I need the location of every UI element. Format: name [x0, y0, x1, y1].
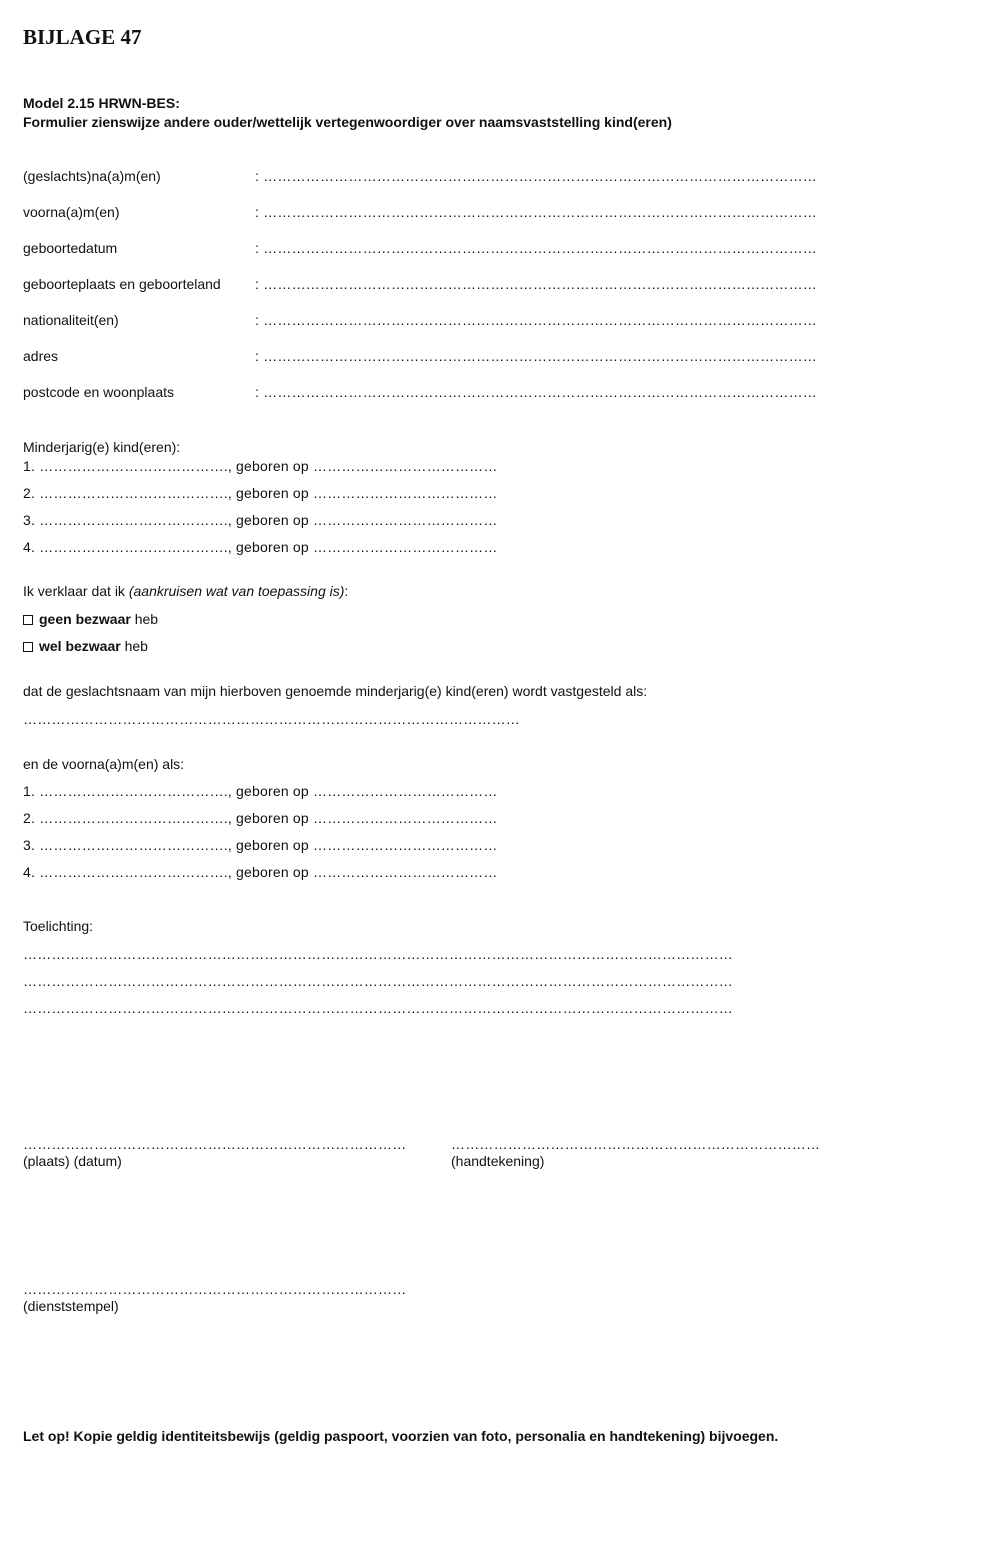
annex-heading: BIJLAGE 47: [23, 25, 142, 49]
option-objection-rest: heb: [120, 638, 148, 654]
option-no-objection-rest: heb: [130, 611, 159, 627]
signature-label: (handtekening): [451, 1153, 545, 1169]
firstname-row-3[interactable]: 3. …………………………………., geboren op …………………………………: [23, 837, 498, 853]
field-label-birthplace: geboorteplaats en geboorteland: [23, 276, 221, 292]
field-label-postcode: postcode en woonplaats: [23, 384, 174, 400]
checkbox-icon[interactable]: [23, 642, 33, 652]
field-label-birthdate: geboortedatum: [23, 240, 118, 256]
explanation-title: Toelichting:: [23, 918, 94, 934]
declaration-suffix: :: [344, 583, 349, 599]
child-row-3[interactable]: 3. …………………………………., geboren op …………………………………: [23, 512, 498, 528]
firstname-row-2[interactable]: 2. …………………………………., geboren op …………………………………: [23, 810, 498, 826]
firstname-row-4[interactable]: 4. …………………………………., geboren op …………………………………: [23, 864, 498, 880]
field-label-nationality: nationaliteit(en): [23, 312, 119, 328]
field-fill-surname[interactable]: : ………………………………………………………………………………………………………: [255, 168, 817, 184]
stamp-line[interactable]: ………………………………………………………………………: [23, 1281, 407, 1297]
field-fill-firstnames[interactable]: : ………………………………………………………………………………………………………: [255, 204, 817, 220]
signature-line[interactable]: ……………………………………………………………………: [451, 1136, 821, 1152]
field-label-firstnames: voorna(a)m(en): [23, 204, 120, 220]
declaration-hint: (aankruisen wat van toepassing is): [128, 583, 345, 599]
option-no-objection-bold: geen bezwaar: [39, 611, 131, 627]
explanation-line-2[interactable]: ……………………………………………………………………………………………………………………………………: [23, 973, 733, 989]
place-date-line[interactable]: ………………………………………………………………………: [23, 1136, 407, 1152]
field-label-address: adres: [23, 348, 59, 364]
firstname-row-1[interactable]: 1. …………………………………., geboren op …………………………………: [23, 783, 498, 799]
form-title: Formulier zienswijze andere ouder/wettelijk vertegenwoordiger over naamsvaststelling kind(eren): [23, 114, 672, 130]
field-fill-nationality[interactable]: : ………………………………………………………………………………………………………: [255, 312, 817, 328]
firstnames-title: en de voorna(a)m(en) als:: [23, 756, 185, 772]
field-label-surname: (geslachts)na(a)m(en): [23, 168, 161, 184]
option-objection[interactable]: [23, 638, 148, 655]
option-objection-bold: wel bezwaar: [39, 638, 121, 654]
option-no-objection[interactable]: [23, 611, 158, 628]
field-fill-birthplace[interactable]: : ………………………………………………………………………………………………………: [255, 276, 817, 292]
surname-statement: dat de geslachtsnaam van mijn hierboven genoemde minderjarig(e) kind(eren) wordt vastgesteld als:: [23, 683, 648, 699]
declaration-text: [23, 583, 348, 600]
stamp-label: (dienststempel): [23, 1298, 119, 1314]
child-row-1[interactable]: 1. …………………………………., geboren op …………………………………: [23, 458, 498, 474]
children-title: Minderjarig(e) kind(eren):: [23, 439, 181, 455]
surname-fill[interactable]: ……………………………………………………………………………………………: [23, 711, 520, 727]
field-fill-postcode[interactable]: : ………………………………………………………………………………………………………: [255, 384, 817, 400]
child-row-2[interactable]: 2. …………………………………., geboren op …………………………………: [23, 485, 498, 501]
child-row-4[interactable]: 4. …………………………………., geboren op …………………………………: [23, 539, 498, 555]
model-number: Model 2.15 HRWN-BES:: [23, 95, 180, 111]
explanation-line-3[interactable]: ……………………………………………………………………………………………………………………………………: [23, 1000, 733, 1016]
notice: Let op! Kopie geldig identiteitsbewijs (geldig paspoort, voorzien van foto, personalia en handtekening) bijvoegen.: [23, 1428, 779, 1444]
checkbox-icon[interactable]: [23, 615, 33, 625]
declaration-prefix: Ik verklaar dat ik: [23, 583, 129, 599]
field-fill-address[interactable]: : ………………………………………………………………………………………………………: [255, 348, 817, 364]
explanation-line-1[interactable]: ……………………………………………………………………………………………………………………………………: [23, 946, 733, 962]
field-fill-birthdate[interactable]: : ………………………………………………………………………………………………………: [255, 240, 817, 256]
place-date-label: (plaats) (datum): [23, 1153, 122, 1169]
